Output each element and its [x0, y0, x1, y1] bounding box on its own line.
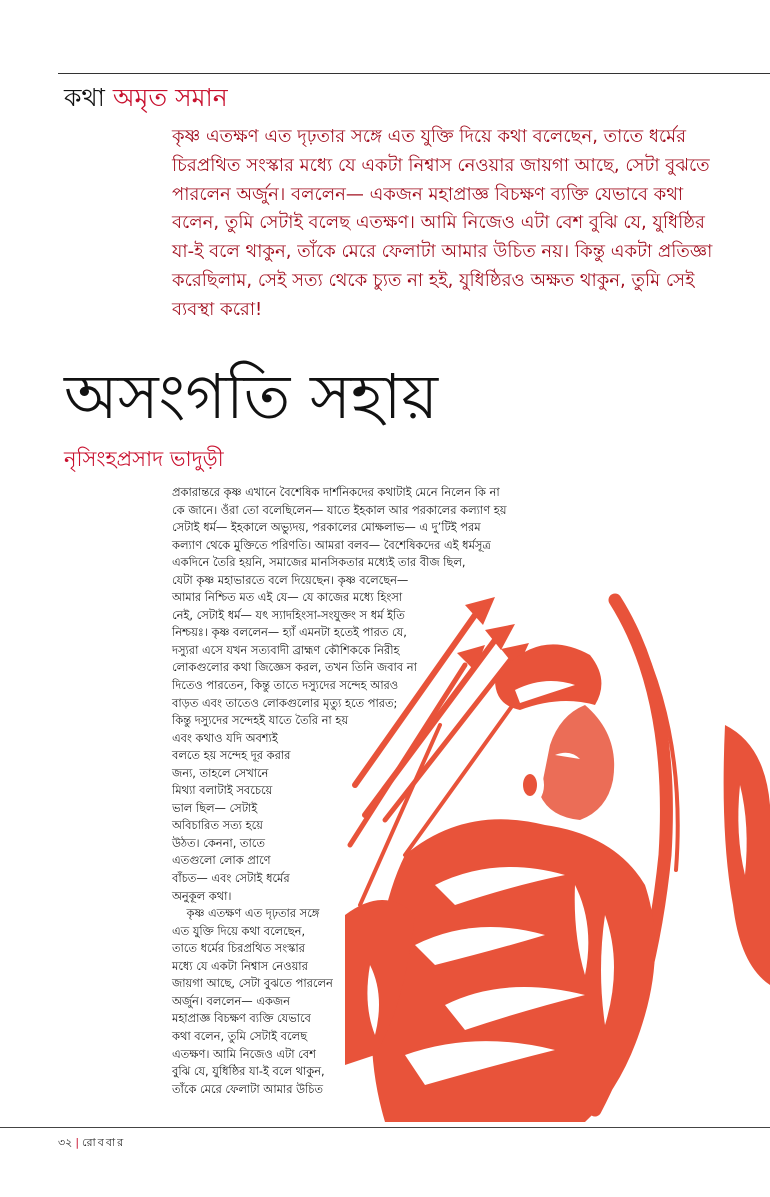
body-line: বাড়ত এবং তাতেও লোকগুলোর মৃত্যু হতে পারত; [172, 695, 398, 710]
body-line: লোকগুলোর কথা জিজ্ঞেস করল, তখন তিনি জবাব না [172, 660, 417, 675]
body-line: কৃষ্ণ এতক্ষণ এত দৃঢ়তার সঙ্গে [172, 906, 320, 921]
body-line: আমার নিশ্চিত মত এই যে— যে কাজের মধ্যে হিংসা [172, 590, 403, 605]
body-line: দস্যুরা এসে যখন সত্যবাদী ব্রাহ্মণ কৌশিককে নিরীহ [172, 642, 400, 657]
page-number: ৩২ [58, 1136, 73, 1149]
article-body [172, 484, 592, 1098]
footer-separator: | [75, 1136, 80, 1149]
body-line: বাঁচত— এবং সেটাই ধর্মের [172, 871, 290, 886]
body-line: যেটা কৃষ্ণ মহাভারতে বলে দিয়েছেন। কৃষ্ণ বলেছেন— [172, 572, 409, 587]
pull-quote [172, 123, 732, 325]
body-line: অর্জুন। বললেন— একজন [172, 993, 290, 1008]
body-line: মহাপ্রাজ্ঞ বিচক্ষণ ব্যক্তি যেভাবে [172, 1011, 311, 1026]
body-line: কে জানে। ওঁরা তো বলেছিলেন— যাতে ইহকাল আর পরকালের কল্যাণ হয় [172, 502, 507, 517]
section-heading [64, 82, 228, 114]
section-heading-word-2: অমৃত সমান [112, 83, 228, 112]
body-line: তাঁকে মেরে ফেলাটা আমার উচিত [172, 1081, 323, 1096]
body-line: বুঝি যে, যুধিষ্ঠির যা-ই বলে থাকুন, [172, 1064, 325, 1079]
body-line: এতগুলো লোক প্রাণে [172, 853, 271, 868]
body-line: কথা বলেন, তুমি সেটাই বলেছ [172, 1028, 307, 1043]
body-line: দিতেও পারতেন, কিন্তু তাতে দস্যুদের সন্দেহ আরও [172, 678, 399, 693]
body-line: এবং কথাও যদি অবশ্যই [172, 730, 278, 745]
pull-quote-text: কৃষ্ণ এতক্ষণ এত দৃঢ়তার সঙ্গে এত যুক্তি দিয়ে কথা বলেছেন, তাতে ধর্মের চিরপ্রথিত সংস্কার মধ্যে যে একটা নিশ্বাস নেওয়ার জায়গা আছে, সেটা বুঝতে পারলেন অর্জুন। বললেন— একজন মহাপ্রাজ্ঞ বিচক্ষণ ব্যক্তি যেভাবে কথা বলেন, তুমি সেটাই বলেছ এতক্ষণ। আমি নিজেও এটা বেশ বুঝি যে, যুধিষ্ঠির যা-ই বলে থাকুন, তাঁকে মেরে ফেলাটা আমার উচিত নয়। কিন্তু একটা প্রতিজ্ঞা করেছিলাম, সেই সত্য থেকে চ্যুত না হই, যুধিষ্ঠিরও অক্ষত থাকুন, তুমি সেই ব্যবস্থা করো! [172, 126, 713, 320]
body-line: কিন্তু দস্যুদের সন্দেহই যাতে তৈরি না হয় [172, 713, 349, 728]
author-byline: নৃসিংহপ্রসাদ ভাদুড়ী [64, 447, 224, 471]
body-line: অনুকূল কথা। [172, 888, 232, 903]
body-line: নেই, সেটাই ধর্ম— যৎ স্যাদহিংসা-সংযুক্তং স ধর্ম ইতি [172, 607, 405, 622]
body-line: উঠত। কেননা, তাতে [172, 835, 265, 850]
body-line: বলতে হয় সন্দেহ দূর করার [172, 748, 291, 763]
body-line: সেটাই ধর্ম— ইহকালে অভ্যুদয়, পরকালের মোক্ষলাভ— এ দু’টিই পরম [172, 520, 481, 535]
top-rule [58, 73, 770, 74]
article-title: অসংগতি সহায় [64, 360, 438, 433]
body-line: প্রকারান্তরে কৃষ্ণ এখানে বৈশেষিক দার্শনিকদের কথাটাই মেনে নিলেন কি না [172, 485, 500, 499]
body-line: একদিনে তৈরি হয়নি, সমাজের মানসিকতার মধ্যেই তার বীজ ছিল, [172, 555, 466, 570]
body-line: এতক্ষণ। আমি নিজেও এটা বেশ [172, 1046, 316, 1061]
body-line: কল্যাণ থেকে মুক্তিতে পরিণতি। আমরা বলব— বৈশেষিকদের এই ধর্মসূত্র [172, 537, 491, 552]
body-line: তাতে ধর্মের চিরপ্রথিত সংস্কার [172, 941, 305, 956]
body-line: জায়গা আছে, সেটা বুঝতে পারলেন [172, 976, 333, 991]
body-line: মিথ্যা বলাটাই সবচেয়ে [172, 783, 273, 798]
body-line: এত যুক্তি দিয়ে কথা বলেছেন, [172, 923, 306, 938]
body-line: মধ্যে যে একটা নিশ্বাস নেওয়ার [172, 958, 308, 973]
magazine-name: রোববার [82, 1136, 126, 1149]
page-footer [58, 1136, 125, 1150]
bottom-rule [0, 1127, 770, 1128]
body-line: ভাল ছিল— সেটাই [172, 800, 258, 815]
section-heading-word-1: কথা [64, 83, 105, 112]
body-line: অবিচারিত সত্য হয়ে [172, 818, 263, 833]
body-line: জন্য, তাহলে সেখানে [172, 765, 269, 780]
body-line: নিশ্চয়ঃ। কৃষ্ণ বললেন— হ্যাঁ এমনটা হতেই পারত যে, [172, 625, 407, 640]
